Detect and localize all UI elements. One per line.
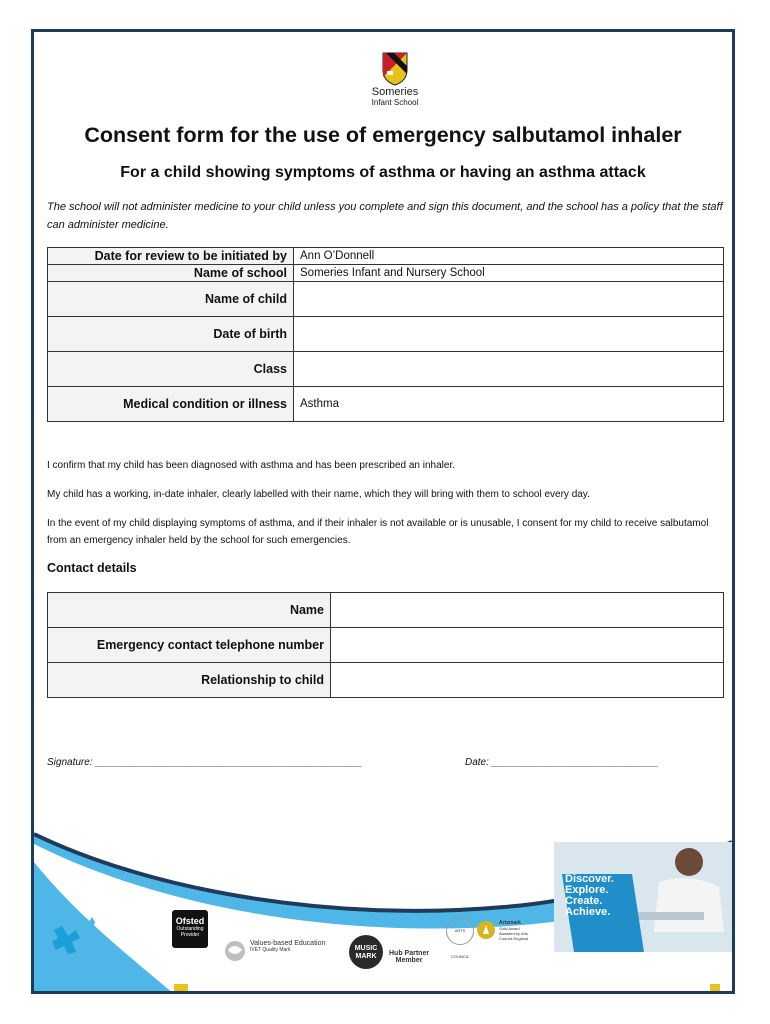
form-page bbox=[31, 29, 735, 994]
music-mark-text: MARK bbox=[355, 953, 377, 960]
contact-row bbox=[48, 663, 724, 698]
detail-label: Date of birth bbox=[48, 317, 294, 352]
contact-label: Emergency contact telephone number bbox=[48, 628, 331, 663]
slogan-line: Discover. bbox=[565, 873, 614, 885]
values-text: IVET Quality Mark bbox=[250, 947, 291, 953]
school-logo bbox=[367, 52, 423, 107]
detail-label: Class bbox=[48, 352, 294, 387]
hub-partner-badge bbox=[389, 950, 429, 964]
ofsted-text: Ofsted bbox=[175, 916, 205, 926]
footer-banner bbox=[34, 822, 732, 994]
details-row bbox=[48, 352, 724, 387]
music-mark-text: MUSIC bbox=[354, 945, 378, 952]
intro-text: The school will not administer medicine to your child unless you complete and sign this document, and the school has a policy that the staff can administer medicine. bbox=[47, 201, 723, 231]
school-logo-name: Someries bbox=[371, 86, 419, 98]
artsmark-text: Artsmark bbox=[499, 920, 521, 926]
contact-phone-field[interactable] bbox=[331, 628, 724, 663]
slogan bbox=[565, 874, 645, 918]
contact-heading: Contact details bbox=[47, 561, 137, 575]
contact-table bbox=[47, 592, 724, 698]
contact-row bbox=[48, 593, 724, 628]
signature-line[interactable]: Signature: ________________________________________________ bbox=[47, 757, 363, 768]
values-globe-icon bbox=[224, 940, 246, 962]
hub-partner-text: Hub Partner bbox=[389, 950, 430, 957]
contact-relationship-field[interactable] bbox=[331, 663, 724, 698]
details-row bbox=[48, 282, 724, 317]
detail-label: Date for review to be initiated by bbox=[48, 248, 294, 265]
slogan-line: Achieve. bbox=[565, 906, 611, 918]
slogan-line: Explore. bbox=[565, 884, 609, 896]
school-logo-subtitle: Infant School bbox=[371, 98, 419, 107]
details-row bbox=[48, 265, 724, 282]
artsmark-text: Awarded by Arts bbox=[499, 931, 529, 936]
details-row bbox=[48, 387, 724, 422]
arts-council-badge: ARTS COUNCIL bbox=[446, 917, 474, 945]
detail-value[interactable]: Ann O’Donnell bbox=[294, 248, 724, 265]
artsmark-text: Gold Award bbox=[499, 926, 520, 931]
statement-inhaler: My child has a working, in-date inhaler, clearly labelled with their name, which they will bring with them to school every day. bbox=[47, 489, 590, 500]
ofsted-text: Provider bbox=[180, 932, 200, 938]
contact-row bbox=[48, 628, 724, 663]
form-title: Consent form for the use of emergency salbutamol inhaler bbox=[84, 123, 682, 147]
contact-label: Name bbox=[48, 593, 331, 628]
details-table bbox=[47, 247, 724, 422]
contact-name-field[interactable] bbox=[331, 593, 724, 628]
detail-label: Medical condition or illness bbox=[48, 387, 294, 422]
details-row bbox=[48, 317, 724, 352]
hub-partner-text: Member bbox=[395, 957, 423, 964]
date-line[interactable]: Date: ______________________________ bbox=[465, 757, 659, 768]
statement-diagnosis: I confirm that my child has been diagnosed with asthma and has been prescribed an inhaler. bbox=[47, 460, 456, 471]
ofsted-badge bbox=[172, 910, 208, 948]
artsmark-badge bbox=[476, 920, 528, 941]
values-based-education-badge bbox=[224, 940, 325, 953]
medical-condition-field[interactable]: Asthma bbox=[294, 387, 724, 422]
slogan-line: Create. bbox=[565, 895, 603, 907]
statement-consent: In the event of my child displaying symptoms of asthma, and if their inhaler is not available or is unusable, I consent for my child to receive salbutamol from an emergency inhaler held by the school for such emergencies. bbox=[47, 518, 709, 546]
contact-label: Relationship to child bbox=[48, 663, 331, 698]
ofsted-text: Outstanding bbox=[176, 926, 204, 932]
detail-label: Name of school bbox=[48, 265, 294, 282]
values-text: Values-based Education bbox=[250, 940, 326, 947]
school-crest-icon bbox=[382, 52, 408, 86]
music-mark-badge bbox=[349, 935, 383, 969]
child-name-field[interactable] bbox=[294, 282, 724, 317]
details-row bbox=[48, 248, 724, 265]
form-subtitle: For a child showing symptoms of asthma or having an asthma attack bbox=[120, 164, 646, 181]
class-field[interactable] bbox=[294, 352, 724, 387]
detail-value[interactable]: Someries Infant and Nursery School bbox=[294, 265, 724, 282]
artsmark-text: Council England bbox=[499, 936, 529, 941]
date-of-birth-field[interactable] bbox=[294, 317, 724, 352]
detail-label: Name of child bbox=[48, 282, 294, 317]
artsmark-icon bbox=[476, 920, 496, 940]
